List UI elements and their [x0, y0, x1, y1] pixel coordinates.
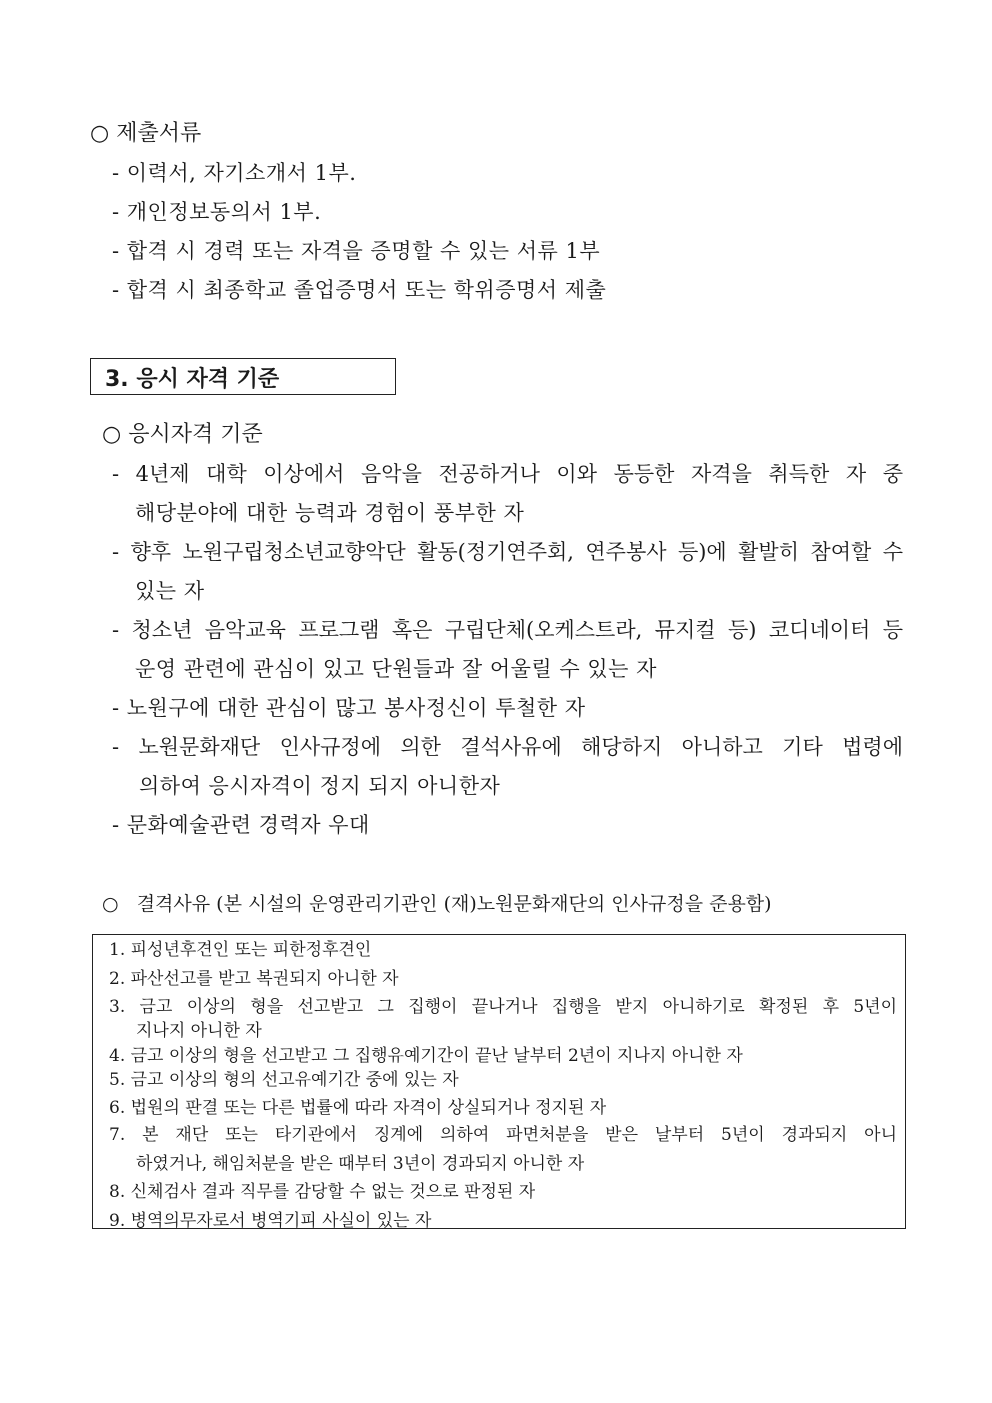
section-title: 3. 응시 자격 기준 — [105, 367, 280, 392]
qualification-item: - 노원구에 대한 관심이 많고 봉사정신이 투철한 자 — [112, 696, 586, 720]
disqualification-item: 2. 파산선고를 받고 복권되지 아니한 자 — [109, 969, 399, 989]
documents-item: - 개인정보동의서 1부. — [112, 200, 322, 224]
documents-heading: ○ 제출서류 — [90, 121, 202, 146]
disqualification-item: 3. 금고 이상의 형을 선고받고 그 집행이 끝나거나 집행을 받지 아니하기로 확정된 후 5년이 — [109, 997, 897, 1017]
disqualification-item: 7. 본 재단 또는 타기관에서 징계에 의하여 파면처분을 받은 날부터 5년이 경과되지 아니 — [109, 1125, 897, 1145]
qualification-item-cont: 운영 관련에 관심이 있고 단원들과 잘 어울릴 수 있는 자 — [135, 657, 657, 681]
documents-item: - 합격 시 경력 또는 자격을 증명할 수 있는 서류 1부 — [112, 239, 601, 263]
qualification-item: - 문화예술관련 경력자 우대 — [112, 813, 370, 837]
qualification-item: - 4년제 대학 이상에서 음악을 전공하거나 이와 동등한 자격을 취득한 자 중 — [112, 462, 903, 486]
qualification-item: - 노원문화재단 인사규정에 의한 결석사유에 해당하지 아니하고 기타 법령에 — [112, 735, 903, 759]
qualification-heading: ○ 응시자격 기준 — [102, 422, 263, 447]
disqualification-item-cont: 하였거나, 해임처분을 받은 때부터 3년이 경과되지 아니한 자 — [136, 1154, 585, 1174]
disqualification-item-cont: 지나지 아니한 자 — [136, 1021, 262, 1041]
qualification-item: - 향후 노원구립청소년교향악단 활동(정기연주회, 연주봉사 등)에 활발히 참여할 수 — [112, 540, 903, 564]
qualification-item: - 청소년 음악교육 프로그램 혹은 구립단체(오케스트라, 뮤지컬 등) 코디네이터 등 — [112, 618, 903, 642]
qualification-item-cont: 해당분야에 대한 능력과 경험이 풍부한 자 — [135, 501, 525, 525]
section-title-box — [90, 358, 396, 395]
documents-item: - 이력서, 자기소개서 1부. — [112, 161, 357, 185]
disqualification-item: 1. 피성년후견인 또는 피한정후견인 — [109, 940, 372, 960]
disqualification-box — [92, 934, 906, 1229]
qualification-item-cont: 있는 자 — [135, 579, 205, 603]
disqualification-item: 6. 법원의 판결 또는 다른 법률에 따라 자격이 상실되거나 정지된 자 — [109, 1098, 607, 1118]
disqualification-item: 9. 병역의무자로서 병역기피 사실이 있는 자 — [109, 1211, 432, 1231]
documents-item: - 합격 시 최종학교 졸업증명서 또는 학위증명서 제출 — [112, 278, 607, 302]
disqualification-heading: ○ 결격사유 (본 시설의 운영관리기관인 (재)노원문화재단의 인사규정을 준용함) — [102, 893, 772, 915]
disqualification-item: 4. 금고 이상의 형을 선고받고 그 집행유예기간이 끝난 날부터 2년이 지나지 아니한 자 — [109, 1046, 743, 1066]
disqualification-item: 8. 신체검사 결과 직무를 감당할 수 없는 것으로 판정된 자 — [109, 1182, 536, 1202]
qualification-item-cont: 의하여 응시자격이 정지 되지 아니한자 — [139, 774, 501, 798]
disqualification-item: 5. 금고 이상의 형의 선고유예기간 중에 있는 자 — [109, 1070, 459, 1090]
